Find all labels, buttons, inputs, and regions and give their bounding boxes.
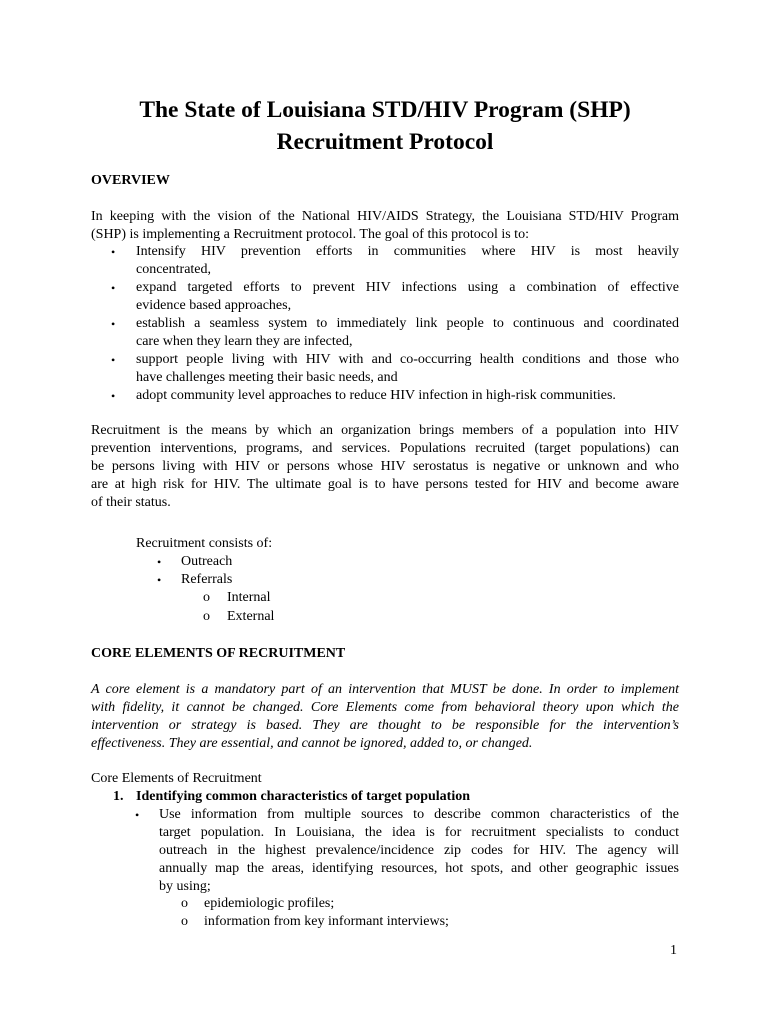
item1-bullet-line: by using;: [159, 879, 211, 894]
goal-line-1: adopt community level approaches to reduce HIV infection in high-risk communities.: [136, 388, 616, 403]
item1-bullet-line: Use information from multiple sources to describe common characteristics of the: [159, 807, 679, 822]
item1-bullet-line: target population. In Louisiana, the idea is for recruitment specialists to conduct: [159, 825, 679, 840]
item-title: Identifying common characteristics of target population: [136, 789, 471, 804]
recruitment-line: Recruitment is the means by which an organization brings members of a population into HIV: [91, 423, 679, 438]
consists-item-outreach: Outreach: [181, 554, 233, 569]
referral-external: External: [227, 609, 275, 624]
sub-bullet-icon: o: [181, 896, 188, 911]
sub-bullet-icon: o: [203, 590, 210, 605]
consists-label: Recruitment consists of:: [136, 536, 273, 551]
definition-line: with fidelity, it cannot be changed. Core Elements come from behavioral theory upon which the: [91, 700, 679, 715]
goal-line-2: concentrated,: [136, 262, 212, 277]
goal-line-1: expand targeted efforts to prevent HIV infections using a combination of effective: [136, 280, 679, 295]
core-elements-heading: CORE ELEMENTS OF RECRUITMENT: [91, 646, 346, 661]
title-line-2: Recruitment Protocol: [276, 129, 494, 155]
goal-line-2: evidence based approaches,: [136, 298, 292, 313]
definition-line: intervention or strategy is based. They are thought to be responsible for the intervention’s: [91, 718, 679, 733]
sub-bullet-icon: o: [203, 609, 210, 624]
goal-line-1: Intensify HIV prevention efforts in communities where HIV is most heavily: [136, 244, 679, 259]
bullet-icon: •: [135, 808, 140, 822]
recruitment-line: are at high risk for HIV. The ultimate goal is to have persons tested for HIV and become aware: [91, 477, 679, 492]
recruitment-line: prevention interventions, programs, and services. Populations recruited (target populations) can: [91, 441, 679, 456]
goal-line-1: support people living with HIV with and co-occurring health conditions and those who: [136, 352, 679, 367]
overview-heading: OVERVIEW: [91, 173, 170, 188]
bullet-icon: •: [111, 317, 116, 331]
bullet-icon: •: [111, 281, 116, 295]
core-definition: [91, 681, 679, 753]
bullet-icon: •: [111, 353, 116, 367]
bullet-icon: •: [157, 555, 162, 569]
item1-subitem: epidemiologic profiles;: [204, 896, 335, 911]
intro-line-1: In keeping with the vision of the National HIV/AIDS Strategy, the Louisiana STD/HIV Program: [91, 209, 679, 224]
overview-intro: [91, 208, 679, 244]
page-number: 1: [670, 943, 677, 958]
title-line-1: The State of Louisiana STD/HIV Program (SHP): [139, 97, 631, 123]
goal-line-2: care when they learn they are infected,: [136, 334, 353, 349]
item-number: 1.: [113, 789, 124, 804]
sub-bullet-icon: o: [181, 914, 188, 929]
bullet-icon: •: [157, 573, 162, 587]
intro-line-2: (SHP) is implementing a Recruitment protocol. The goal of this protocol is to:: [91, 227, 529, 242]
goal-line-1: establish a seamless system to immediately link people to continuous and coordinated: [136, 316, 679, 331]
core-list-label: Core Elements of Recruitment: [91, 771, 262, 786]
item1-bullet-line: annually map the areas, identifying resources, hot spots, and other geographic issues: [159, 861, 679, 876]
bullet-icon: •: [111, 245, 116, 259]
definition-line: effectiveness. They are essential, and cannot be ignored, added to, or changed.: [91, 736, 533, 751]
bullet-icon: •: [111, 389, 116, 403]
consists-item-referrals: Referrals: [181, 572, 233, 587]
item1-subitem: information from key informant interviews;: [204, 914, 449, 929]
recruitment-paragraph: [91, 422, 679, 512]
recruitment-line: be persons living with HIV or persons whose HIV serostatus is negative or unknown and who: [91, 459, 679, 474]
document-title: [0, 94, 770, 158]
goal-line-2: have challenges meeting their basic needs, and: [136, 370, 398, 385]
recruitment-line: of their status.: [91, 495, 171, 510]
item1-bullet-line: outreach in the highest prevalence/incidence zip codes for HIV. The agency will: [159, 843, 679, 858]
definition-line: A core element is a mandatory part of an intervention that MUST be done. In order to implement: [91, 682, 679, 697]
referral-internal: Internal: [227, 590, 271, 605]
